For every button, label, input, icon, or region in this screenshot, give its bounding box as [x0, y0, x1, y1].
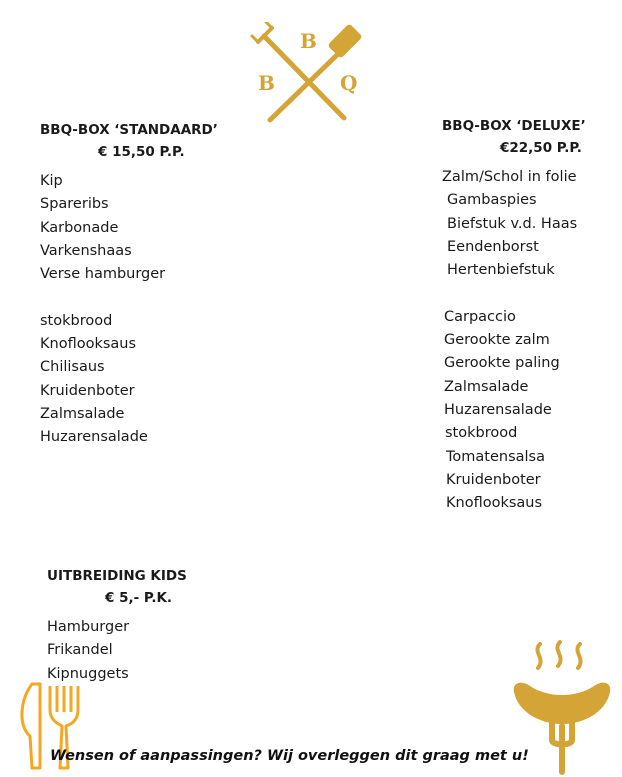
standaard-title: BBQ-BOX ‘STANDAARD’: [40, 122, 218, 138]
deluxe-meat-list: [442, 166, 586, 282]
menu-item: Zalmsalade: [444, 378, 529, 395]
menu-item: Spareribs: [40, 196, 109, 213]
menu-item: Zalm/Schol in folie: [442, 169, 577, 185]
menu-item: Karbonade: [40, 219, 119, 236]
deluxe-sides-list: [442, 306, 586, 516]
deluxe-price: €22,50 P.P.: [500, 140, 582, 156]
standaard-price: € 15,50 P.P.: [98, 144, 185, 160]
menu-item: Kipnuggets: [47, 665, 129, 682]
bbq-logo: [248, 22, 370, 126]
menu-item: Zalmsalade: [40, 405, 125, 422]
menu-item: Kruidenboter: [446, 471, 541, 488]
footer-note: Wensen of aanpassingen? Wij overleggen dit graag met u!: [50, 748, 529, 764]
menu-item: Varkenshaas: [40, 242, 132, 259]
menu-item: Hertenbiefstuk: [447, 262, 555, 279]
spacer: [40, 286, 218, 309]
deluxe-title: BBQ-BOX ‘DELUXE’: [442, 118, 586, 134]
menu-item: Gerookte paling: [444, 355, 560, 372]
menu-item: Huzarensalade: [444, 401, 552, 418]
logo-letter-b-left: B: [258, 71, 275, 95]
menu-item: Chilisaus: [40, 359, 105, 376]
menu-item: stokbrood: [40, 312, 113, 329]
menu-item: Eendenborst: [447, 238, 539, 255]
menu-item: Frikandel: [47, 642, 113, 659]
menu-item: Carpaccio: [444, 308, 516, 325]
steam-wave: [557, 642, 560, 666]
spacer: [442, 282, 586, 305]
menu-item: Knoflooksaus: [446, 495, 543, 512]
menu-item: Biefstuk v.d. Haas: [447, 215, 578, 232]
kids-list: [47, 616, 187, 686]
bbq-box-deluxe: [442, 118, 586, 515]
bbq-box-standaard: [40, 122, 218, 450]
logo-letter-q: Q: [340, 71, 358, 95]
menu-item: Verse hamburger: [40, 266, 166, 283]
standaard-sides-list: [40, 310, 218, 450]
kids-price: € 5,- P.K.: [105, 590, 173, 606]
sausage-shape: [514, 683, 611, 724]
menu-item: stokbrood: [445, 425, 518, 442]
logo-letter-b-top: B: [300, 29, 317, 53]
menu-item: Gambaspies: [447, 192, 537, 209]
menu-item: Kip: [40, 173, 63, 189]
menu-item: Tomatensalsa: [446, 448, 545, 465]
menu-item: Knoflooksaus: [40, 336, 137, 353]
menu-item: Kruidenboter: [40, 382, 135, 399]
menu-item: Huzarensalade: [40, 429, 148, 446]
kids-title: UITBREIDING KIDS: [47, 568, 187, 584]
standaard-meat-list: [40, 170, 218, 286]
steam-wave: [577, 644, 580, 668]
steam-wave: [537, 644, 540, 668]
fork-icon: [552, 722, 572, 772]
menu-item: Gerookte zalm: [444, 332, 550, 349]
menu-item: Hamburger: [47, 619, 130, 635]
uitbreiding-kids: [47, 568, 187, 686]
